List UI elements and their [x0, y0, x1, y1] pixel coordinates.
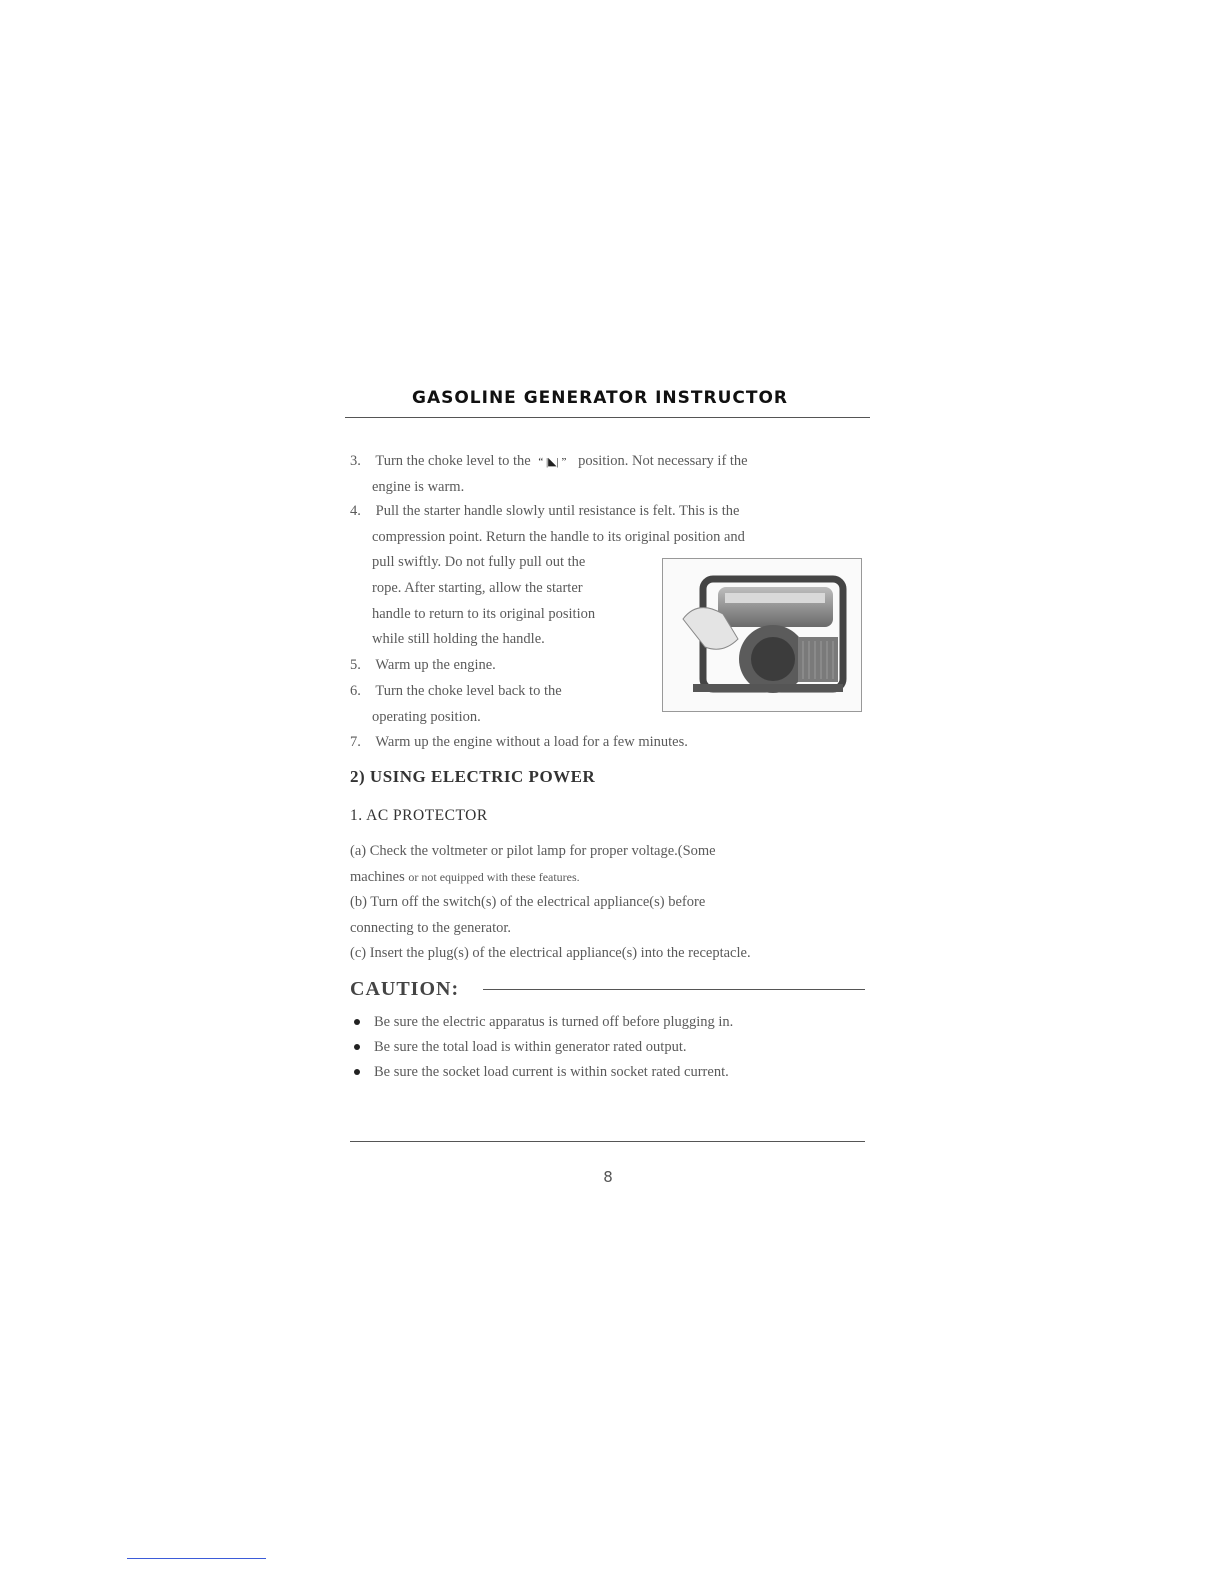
step-text: Turn the choke level back to the	[375, 683, 562, 699]
step-text: Warm up the engine.	[375, 657, 496, 673]
caution-rule	[483, 989, 865, 990]
step-number: 5.	[350, 657, 361, 673]
ac-a-text: machines	[350, 869, 405, 885]
step-3-line-2: engine is warm.	[372, 479, 465, 495]
step-4-line-6: while still holding the handle.	[372, 631, 545, 647]
step-3-line-1	[350, 452, 748, 471]
caution-bullet-1	[350, 1013, 733, 1031]
choke-symbol-icon: “ |◣| ”	[538, 456, 567, 468]
subsection-heading: 1. AC PROTECTOR	[350, 807, 488, 824]
page-title: GASOLINE GENERATOR INSTRUCTOR	[411, 388, 788, 408]
step-number: 3.	[350, 453, 361, 469]
bullet-icon	[354, 1044, 360, 1050]
ac-a-note: or not equipped with these features.	[408, 870, 580, 884]
step-text: Warm up the engine without a load for a few minutes.	[375, 734, 688, 750]
generator-photo	[662, 558, 862, 712]
page-number: 8	[603, 1168, 613, 1186]
step-number: 7.	[350, 734, 361, 750]
step-5-line-1	[350, 656, 496, 674]
ac-c-line-1: (c) Insert the plug(s) of the electrical appliance(s) into the receptacle.	[350, 945, 751, 961]
footer-rule	[350, 1141, 865, 1142]
step-number: 6.	[350, 683, 361, 699]
ac-a-line-1: (a) Check the voltmeter or pilot lamp for proper voltage.(Some	[350, 843, 716, 859]
generator-illustration-icon	[663, 559, 861, 711]
step-4-line-3: pull swiftly. Do not fully pull out the	[372, 554, 586, 570]
header-rule	[345, 417, 870, 418]
step-text: Pull the starter handle slowly until resistance is felt. This is the	[375, 503, 740, 519]
caution-bullet-3	[350, 1063, 729, 1081]
step-4-line-1	[350, 502, 739, 520]
step-6-line-1	[350, 682, 562, 700]
caution-bullet-2	[350, 1038, 686, 1056]
bullet-icon	[354, 1069, 360, 1075]
ac-b-line-2: connecting to the generator.	[350, 920, 512, 936]
ac-b-line-1: (b) Turn off the switch(s) of the electrical appliance(s) before	[350, 894, 706, 910]
step-4-line-5: handle to return to its original position	[372, 606, 596, 622]
step-7-line-1	[350, 733, 688, 751]
step-text: position. Not necessary if the	[578, 453, 748, 469]
step-6-line-2: operating position.	[372, 709, 481, 725]
ac-a-line-2	[350, 868, 580, 886]
caution-label: CAUTION:	[350, 978, 460, 1000]
bullet-icon	[354, 1019, 360, 1025]
bullet-text: Be sure the total load is within generator rated output.	[374, 1039, 687, 1055]
step-number: 4.	[350, 503, 361, 519]
step-4-line-2: compression point. Return the handle to its original position and	[372, 529, 745, 545]
bullet-text: Be sure the socket load current is within socket rated current.	[374, 1064, 729, 1080]
section-heading: 2) USING ELECTRIC POWER	[350, 767, 596, 786]
bullet-text: Be sure the electric apparatus is turned off before plugging in.	[374, 1014, 734, 1030]
bottom-link-underline[interactable]	[127, 1558, 266, 1559]
step-4-line-4: rope. After starting, allow the starter	[372, 580, 583, 596]
step-text: Turn the choke level to the	[375, 453, 531, 469]
